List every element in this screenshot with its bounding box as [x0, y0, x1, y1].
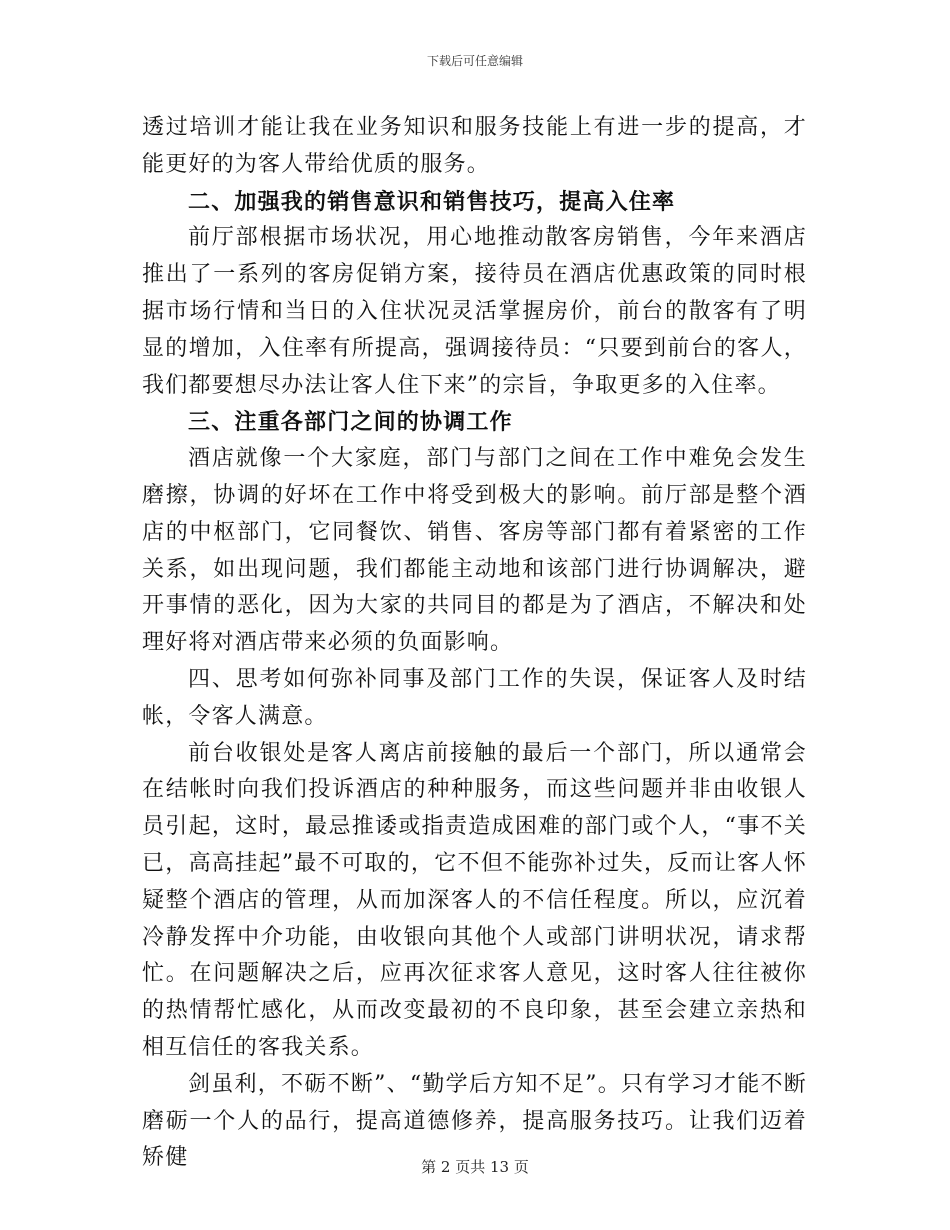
paragraph-cashier: 前台收银处是客人离店前接触的最后一个部门，所以通常会在结帐时向我们投诉酒店的种种服务，而这些问题并非由收银人员引起，这时，最忌推诿或指责造成困难的部门或个人，“事不关已，高高挂起”最不可取的，它不但不能弥补过失，反而让客人怀疑整个酒店的管理，从而加深客人的不信任程度。所以，应沉着冷静发挥中介功能，由收银向其他个人或部门讲明状况，请求帮忙。在问题解决之后，应再次征求客人意见，这时客人往往被你的热情帮忙感化，从而改变最初的不良印象，甚至会建立亲热和相互信任的客我关系。 — [142, 740, 807, 1060]
page-number: 第 2 页共 13 页 — [421, 1158, 529, 1176]
paragraph-closing: 剑虽利，不砺不断”、“勤学后方知不足”。只有学习才能不断磨砺一个人的品行，提高道德修养，提高服务技巧。让我们迈着矫健 — [142, 1071, 807, 1171]
document-body — [142, 110, 807, 1177]
paragraph-coordination: 酒店就像一个大家庭，部门与部门之间在工作中难免会发生磨擦，协调的好坏在工作中将受到极大的影响。前厅部是整个酒店的中枢部门，它同餐饮、销售、客房等部门都有着紧密的工作关系，如出现问题，我们都能主动地和该部门进行协调解决，避开事情的恶化，因为大家的共同目的都是为了酒店，不解决和处理好将对酒店带来必须的负面影响。 — [142, 446, 807, 656]
paragraph-continuation: 透过培训才能让我在业务知识和服务技能上有进一步的提高，才能更好的为客人带给优质的服务。 — [142, 115, 807, 177]
page-header: 下载后可任意编辑 — [426, 54, 523, 68]
section-heading-checkout: 四、思考如何弥补同事及部门工作的失误，保证客人及时结帐，令客人满意。 — [142, 666, 807, 729]
section-heading-sales: 二、加强我的销售意识和销售技巧，提高入住率 — [188, 188, 676, 215]
paragraph-sales: 前厅部根据市场状况，用心地推动散客房销售，今年来酒店推出了一系列的客房促销方案，接待员在酒店优惠政策的同时根据市场行情和当日的入住状况灵活掌握房价，前台的散客有了明显的增加，入住率有所提高，强调接待员：“只要到前台的客人，我们都要想尽办法让客人住下来”的宗旨，争取更多的入住率。 — [142, 225, 807, 398]
section-heading-coordination: 三、注重各部门之间的协调工作 — [188, 409, 513, 436]
